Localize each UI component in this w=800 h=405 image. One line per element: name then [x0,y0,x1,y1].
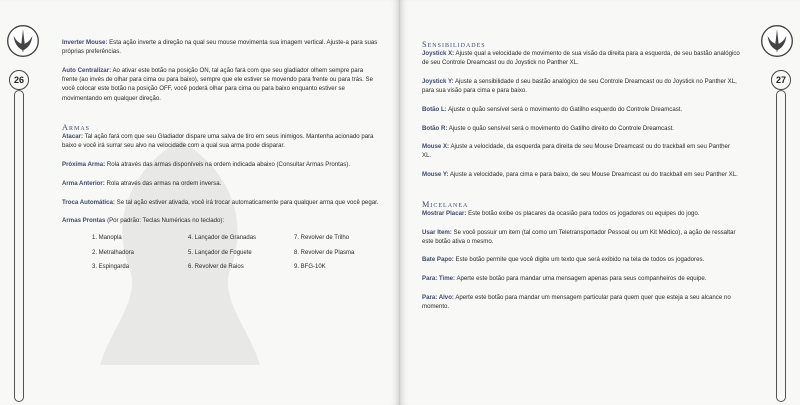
option-botao-l [422,105,740,114]
option-term: Próxima Arma: [62,161,106,169]
option-term: Usar Item: [422,228,452,236]
option-term: Para: Time: [422,275,456,283]
option-para-time [422,274,740,283]
option-description: Ajuste o quão sensível será o movimento do Gatilho direito do Controle Dreamcast. [448,124,674,132]
option-description: Aperte este botão para mandar uma mensagem apenas para seus companheiros de equipe. [456,275,707,283]
option-description: Rola através das armas disponíveis na ordem indicada abaixo (Consultar Armas Prontas). [106,161,351,169]
option-term: Mostrar Placar: [422,209,467,217]
quake-logo-icon [6,24,40,58]
option-description: Aperte este botão para mandar um mensagem particular para quem quer que esteja a seu alcance no momento. [422,293,731,311]
option-term: Armas Prontas [62,217,106,225]
weapon-item: 9. BFG-10K [294,263,326,270]
option-description: Tal ação fará com que seu Gladiador dispare uma salva de tiro em seus inimigos. Mantenha acionado para baixo e você irá surrar seu alvo na velocidade com a qual sua arma pode disparar. [62,133,374,150]
weapon-item: 3. Espingarda [92,263,130,270]
margin-rail [14,90,24,402]
option-botao-r [422,124,740,133]
option-term: Atacar: [62,133,83,141]
option-mouse-x [422,142,740,160]
option-description: Rola através das armas na ordem inversa. [106,179,222,187]
section-title-micelanea: Micelanea [422,199,469,209]
option-description: Ao ativar este botão na posição ON, tal ação fará com que seu gladiador olhem sempre para frente (ao invés de olhar para cima ou para baixo), sempre que ele estiver se movendo para frente ou para trás. Se você colocar este botão na posição OFF, você poderá olhar para cima ou para baixo enquanto estiver se movimentando em qualquer direção. [62,66,373,102]
weapon-item: 8. Revolver de Plasma [294,249,355,256]
option-joystick-x [422,49,740,67]
option-term: Para: Alvo: [422,293,454,301]
right-page [400,0,800,405]
option-bate-papo [422,255,740,264]
right-page-content [422,38,740,321]
weapons-list [92,234,380,272]
left-page-content [62,38,380,272]
page-number: 26 [9,70,29,90]
option-description: Ajuste a velocidade, para cima e para baixo, de seu Mouse Dreamcast ou do trackball em seu Panther XL. [449,171,738,179]
quake-logo-icon [760,24,794,58]
option-term: Joystick X: [422,50,455,57]
option-atacar [62,132,380,150]
weapon-item: 5. Lançador de Foguete [188,249,252,256]
margin-rail [776,90,786,402]
section-title-sensibilidades: Sensibilidades [422,40,486,49]
weapon-item: 1. Manopla [92,235,122,242]
option-troca-automatica [62,198,380,207]
option-description: Se tal ação estiver ativada, você irá trocar automaticamente para qualquer arma que você pegar. [116,198,379,206]
option-term: Arma Anterior: [62,179,105,187]
option-term: Botão R: [422,124,448,132]
option-term: Bate Papo: [422,256,454,264]
section-title-armas: Armas [62,123,90,133]
option-description: Ajuste a sensibilidade d seu bastão analógico de seu Controle Dreamcast ou do Joystick no Panther XL, para sua visão para cima e para baixo. [422,77,737,95]
option-description: Este botão permite que você digite um texto que será exibido na tela de todos os jogadores. [455,256,705,264]
weapon-item: 6. Revolver de Raios [188,263,244,270]
option-proxima-arma [62,160,380,169]
option-term: Mouse Y: [422,171,449,179]
option-para-alvo [422,293,740,311]
option-mouse-y [422,170,740,179]
page-number: 27 [771,70,791,90]
option-arma-anterior [62,179,380,188]
option-term: Joystick Y: [422,77,454,85]
option-description: (Por padrão: Teclas Numéricas no teclado): [107,217,225,225]
option-description: Ajuste qual a velocidade de movimento de sua visão da direita para a esquerda, de seu bastão analógico de seu Controle Dreamcast ou do Joystick no Panther XL. [422,50,740,67]
option-description: Ajuste o quão sensível será o movimento do Gatilho esquerdo do Controle Dreamcast. [448,105,683,113]
option-term: Auto Centralizar: [62,66,112,74]
weapon-item: 4. Lançador de Granadas [188,235,257,242]
option-description: Este botão exibe os placares da ocasião para todos os jogadores ou equipes do jogo. [468,209,700,217]
weapon-item: 7. Revolver de Trilho [294,235,350,242]
option-term: Troca Automática: [62,198,115,206]
option-joystick-y [422,77,740,95]
option-term: Inverter Mouse: [62,39,108,46]
option-usar-item [422,228,740,246]
option-term: Mouse X: [422,143,450,151]
weapon-item: 2. Metralhadora [92,249,135,256]
option-description: Se você possuir um item (tal como um Teletransportador Pessoal ou um Kit Médico), a ação de ressaltar este botão ativa o mesmo. [422,228,736,245]
option-armas-prontas [62,216,380,225]
option-auto-centralizar [62,66,380,103]
option-inverter-mouse [62,38,380,56]
option-term: Botão L: [422,105,447,113]
option-description: Esta ação inverte a direção na qual seu mouse movimenta sua imagem vertical. Ajuste-a para suas próprias preferências. [62,39,378,56]
option-mostrar-placar [422,209,740,218]
option-description: Ajuste a velocidade, da esquerda para direita de seu Mouse Dreamcast ou do trackball em seu Panther XL. [422,143,730,160]
